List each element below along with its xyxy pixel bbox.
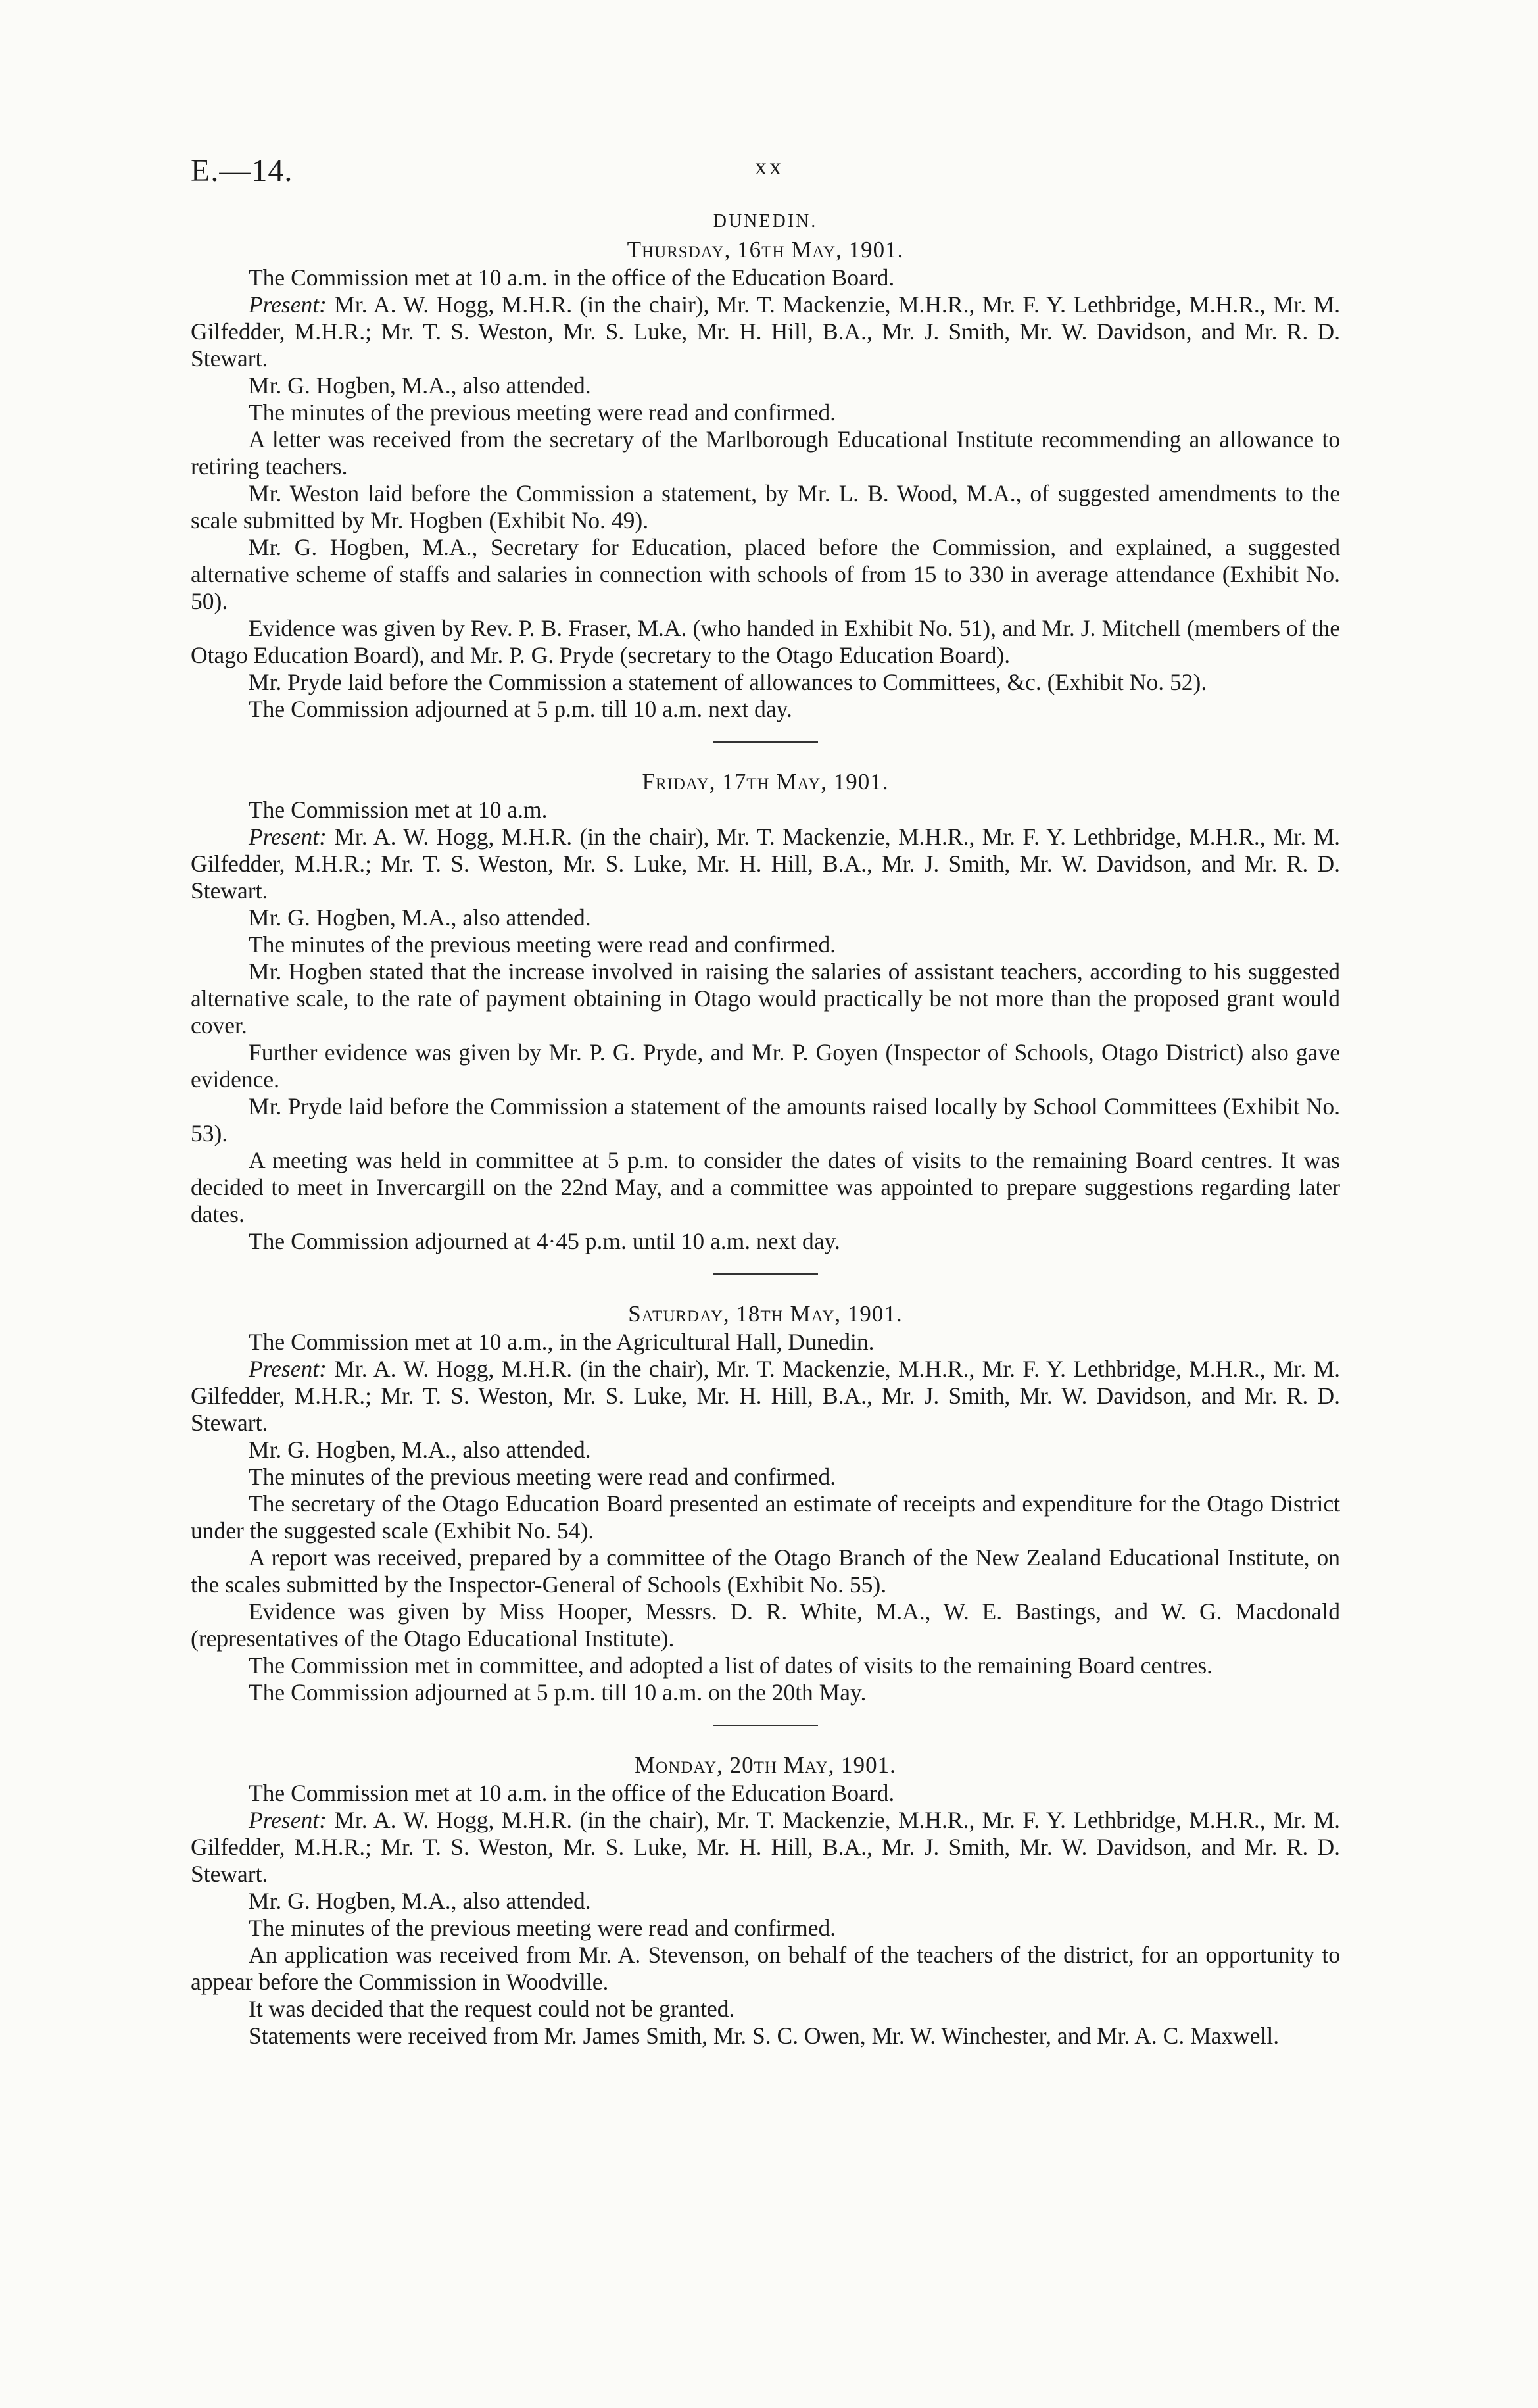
paragraph-text: The Commission adjourned at 5 p.m. till 10 a.m. on the 20th May. bbox=[249, 1679, 867, 1706]
minute-paragraph bbox=[191, 2023, 1340, 2050]
paragraph-text: The minutes of the previous meeting were read and confirmed. bbox=[249, 1463, 836, 1490]
minute-paragraph bbox=[191, 931, 1340, 958]
minute-paragraph bbox=[191, 1463, 1340, 1490]
minute-paragraph bbox=[191, 1490, 1340, 1544]
paragraph-text: It was decided that the request could not be granted. bbox=[249, 1996, 735, 2022]
paragraph-text: Further evidence was given by Mr. P. G. Pryde, and Mr. P. Goyen (Inspector of Schools, Otago District) also gave evidence. bbox=[191, 1039, 1340, 1093]
paragraph-text: Mr. A. W. Hogg, M.H.R. (in the chair), Mr. T. Mackenzie, M.H.R., Mr. F. Y. Lethbridge, M.H.R., Mr. M. Gilfedder, M.H.R.; Mr. T. S. Weston, Mr. S. Luke, Mr. H. Hill, B.A., Mr. J. Smith, Mr. W. Davidson, and Mr. R. D. Stewart. bbox=[191, 1807, 1340, 1887]
minute-paragraph bbox=[191, 1093, 1340, 1147]
minute-paragraph bbox=[191, 1544, 1340, 1598]
section-divider bbox=[713, 741, 818, 743]
minute-paragraph bbox=[191, 615, 1340, 669]
meeting-date: Monday, 20th May, 1901. bbox=[635, 1752, 896, 1778]
minute-paragraph bbox=[191, 1437, 1340, 1463]
minute-paragraph bbox=[191, 1679, 1340, 1706]
paragraph-text: Mr. Pryde laid before the Commission a statement of allowances to Committees, &c. (Exhibit No. 52). bbox=[249, 669, 1207, 695]
minute-paragraph bbox=[191, 399, 1340, 426]
minute-paragraph bbox=[191, 797, 1340, 823]
paragraph-text: The Commission met at 10 a.m. in the office of the Education Board. bbox=[249, 1780, 895, 1806]
paragraph-text: The minutes of the previous meeting were read and confirmed. bbox=[249, 931, 836, 958]
document-body bbox=[191, 209, 1340, 2050]
page-number: xx bbox=[755, 153, 784, 180]
minute-paragraph bbox=[191, 696, 1340, 723]
paragraph-text: Mr. A. W. Hogg, M.H.R. (in the chair), Mr. T. Mackenzie, M.H.R., Mr. F. Y. Lethbridge, M.H.R., Mr. M. Gilfedder, M.H.R.; Mr. T. S. Weston, Mr. S. Luke, Mr. H. Hill, B.A., Mr. J. Smith, Mr. W. Davidson, and Mr. R. D. Stewart. bbox=[191, 823, 1340, 904]
meeting-section bbox=[191, 769, 1340, 1255]
minute-paragraph bbox=[191, 669, 1340, 696]
meeting-date: Friday, 17th May, 1901. bbox=[642, 769, 889, 795]
minute-paragraph bbox=[191, 1147, 1340, 1228]
place-heading: DUNEDIN. bbox=[713, 211, 818, 232]
minute-paragraph bbox=[191, 1915, 1340, 1942]
paragraph-text: Statements were received from Mr. James Smith, Mr. S. C. Owen, Mr. W. Winchester, and Mr. A. C. Maxwell. bbox=[249, 2023, 1280, 2049]
meeting-date: Saturday, 18th May, 1901. bbox=[628, 1301, 903, 1327]
present-label: Present: bbox=[249, 1807, 327, 1833]
paragraph-text: Mr. G. Hogben, M.A., also attended. bbox=[249, 372, 591, 399]
minute-paragraph bbox=[191, 1652, 1340, 1679]
paragraph-text: The Commission met at 10 a.m., in the Agricultural Hall, Dunedin. bbox=[249, 1329, 875, 1355]
minute-paragraph bbox=[191, 1228, 1340, 1255]
paragraph-text: The Commission met at 10 a.m. in the office of the Education Board. bbox=[249, 264, 895, 291]
paragraph-text: A report was received, prepared by a committee of the Otago Branch of the New Zealand Educational Institute, on the scales submitted by the Inspector-General of Schools (Exhibit No. 55). bbox=[191, 1544, 1340, 1598]
minute-paragraph bbox=[191, 958, 1340, 1039]
section-divider bbox=[713, 1725, 818, 1726]
paragraph-text: Mr. G. Hogben, M.A., Secretary for Education, placed before the Commission, and explained, a suggested alternative scheme of staffs and salaries in connection with schools of from 15 to 330 in average attendance (Exhibit No. 50). bbox=[191, 534, 1340, 614]
minute-paragraph bbox=[191, 904, 1340, 931]
present-label: Present: bbox=[249, 1356, 327, 1382]
paragraph-text: An application was received from Mr. A. Stevenson, on behalf of the teachers of the district, for an opportunity to appear before the Commission in Woodville. bbox=[191, 1942, 1340, 1995]
paragraph-text: Evidence was given by Rev. P. B. Fraser, M.A. (who handed in Exhibit No. 51), and Mr. J. Mitchell (members of the Otago Education Board), and Mr. P. G. Pryde (secretary to the Otago Education Board). bbox=[191, 615, 1340, 668]
document-reference: E.—14. bbox=[191, 153, 293, 188]
paragraph-text: The Commission met in committee, and adopted a list of dates of visits to the remaining Board centres. bbox=[249, 1652, 1213, 1679]
minute-paragraph bbox=[191, 426, 1340, 480]
minute-paragraph bbox=[191, 1888, 1340, 1915]
minute-paragraph bbox=[191, 291, 1340, 372]
minute-paragraph bbox=[191, 372, 1340, 399]
paragraph-text: The secretary of the Otago Education Board presented an estimate of receipts and expenditure for the Otago District under the suggested scale (Exhibit No. 54). bbox=[191, 1490, 1340, 1544]
paragraph-text: Mr. A. W. Hogg, M.H.R. (in the chair), Mr. T. Mackenzie, M.H.R., Mr. F. Y. Lethbridge, M.H.R., Mr. M. Gilfedder, M.H.R.; Mr. T. S. Weston, Mr. S. Luke, Mr. H. Hill, B.A., Mr. J. Smith, Mr. W. Davidson, and Mr. R. D. Stewart. bbox=[191, 1356, 1340, 1436]
minute-paragraph bbox=[191, 1598, 1340, 1652]
paragraph-text: Mr. Pryde laid before the Commission a statement of the amounts raised locally by School Committees (Exhibit No. 53). bbox=[191, 1093, 1340, 1146]
minute-paragraph bbox=[191, 1996, 1340, 2023]
paragraph-text: Mr. A. W. Hogg, M.H.R. (in the chair), Mr. T. Mackenzie, M.H.R., Mr. F. Y. Lethbridge, M.H.R., Mr. M. Gilfedder, M.H.R.; Mr. T. S. Weston, Mr. S. Luke, Mr. H. Hill, B.A., Mr. J. Smith, Mr. W. Davidson, and Mr. R. D. Stewart. bbox=[191, 291, 1340, 372]
section-divider bbox=[713, 1273, 818, 1275]
minute-paragraph bbox=[191, 1039, 1340, 1093]
meeting-date: Thursday, 16th May, 1901. bbox=[627, 237, 904, 262]
paragraph-text: A meeting was held in committee at 5 p.m. to consider the dates of visits to the remaining Board centres. It was decided to meet in Invercargill on the 22nd May, and a committee was appointed to prepare suggestions regarding later dates. bbox=[191, 1147, 1340, 1227]
meeting-section bbox=[191, 1752, 1340, 2050]
paragraph-text: The Commission met at 10 a.m. bbox=[249, 797, 548, 823]
minute-paragraph bbox=[191, 823, 1340, 904]
present-label: Present: bbox=[249, 291, 327, 318]
meeting-section bbox=[191, 237, 1340, 723]
minute-paragraph bbox=[191, 1780, 1340, 1807]
paragraph-text: Mr. G. Hogben, M.A., also attended. bbox=[249, 904, 591, 931]
minute-paragraph bbox=[191, 480, 1340, 534]
meeting-section bbox=[191, 1301, 1340, 1706]
paragraph-text: Evidence was given by Miss Hooper, Messrs. D. R. White, M.A., W. E. Bastings, and W. G. Macdonald (representatives of the Otago Educational Institute). bbox=[191, 1598, 1340, 1652]
paragraph-text: A letter was received from the secretary of the Marlborough Educational Institute recommending an allowance to retiring teachers. bbox=[191, 426, 1340, 479]
present-label: Present: bbox=[249, 823, 327, 850]
paragraph-text: Mr. G. Hogben, M.A., also attended. bbox=[249, 1888, 591, 1914]
minute-paragraph bbox=[191, 534, 1340, 615]
paragraph-text: Mr. Hogben stated that the increase involved in raising the salaries of assistant teachers, according to his suggested alternative scale, to the rate of payment obtaining in Otago would practically be not more than the proposed grant would cover. bbox=[191, 958, 1340, 1039]
paragraph-text: The minutes of the previous meeting were read and confirmed. bbox=[249, 399, 836, 426]
sections-container bbox=[191, 237, 1340, 2050]
paragraph-text: The minutes of the previous meeting were read and confirmed. bbox=[249, 1915, 836, 1941]
minute-paragraph bbox=[191, 1807, 1340, 1888]
minute-paragraph bbox=[191, 264, 1340, 291]
minute-paragraph bbox=[191, 1329, 1340, 1356]
paragraph-text: Mr. G. Hogben, M.A., also attended. bbox=[249, 1437, 591, 1463]
paragraph-text: The Commission adjourned at 5 p.m. till 10 a.m. next day. bbox=[249, 696, 792, 722]
paragraph-text: The Commission adjourned at 4·45 p.m. until 10 a.m. next day. bbox=[249, 1228, 840, 1254]
minute-paragraph bbox=[191, 1942, 1340, 1996]
minute-paragraph bbox=[191, 1356, 1340, 1437]
paragraph-text: Mr. Weston laid before the Commission a statement, by Mr. L. B. Wood, M.A., of suggested amendments to the scale submitted by Mr. Hogben (Exhibit No. 49). bbox=[191, 480, 1340, 533]
